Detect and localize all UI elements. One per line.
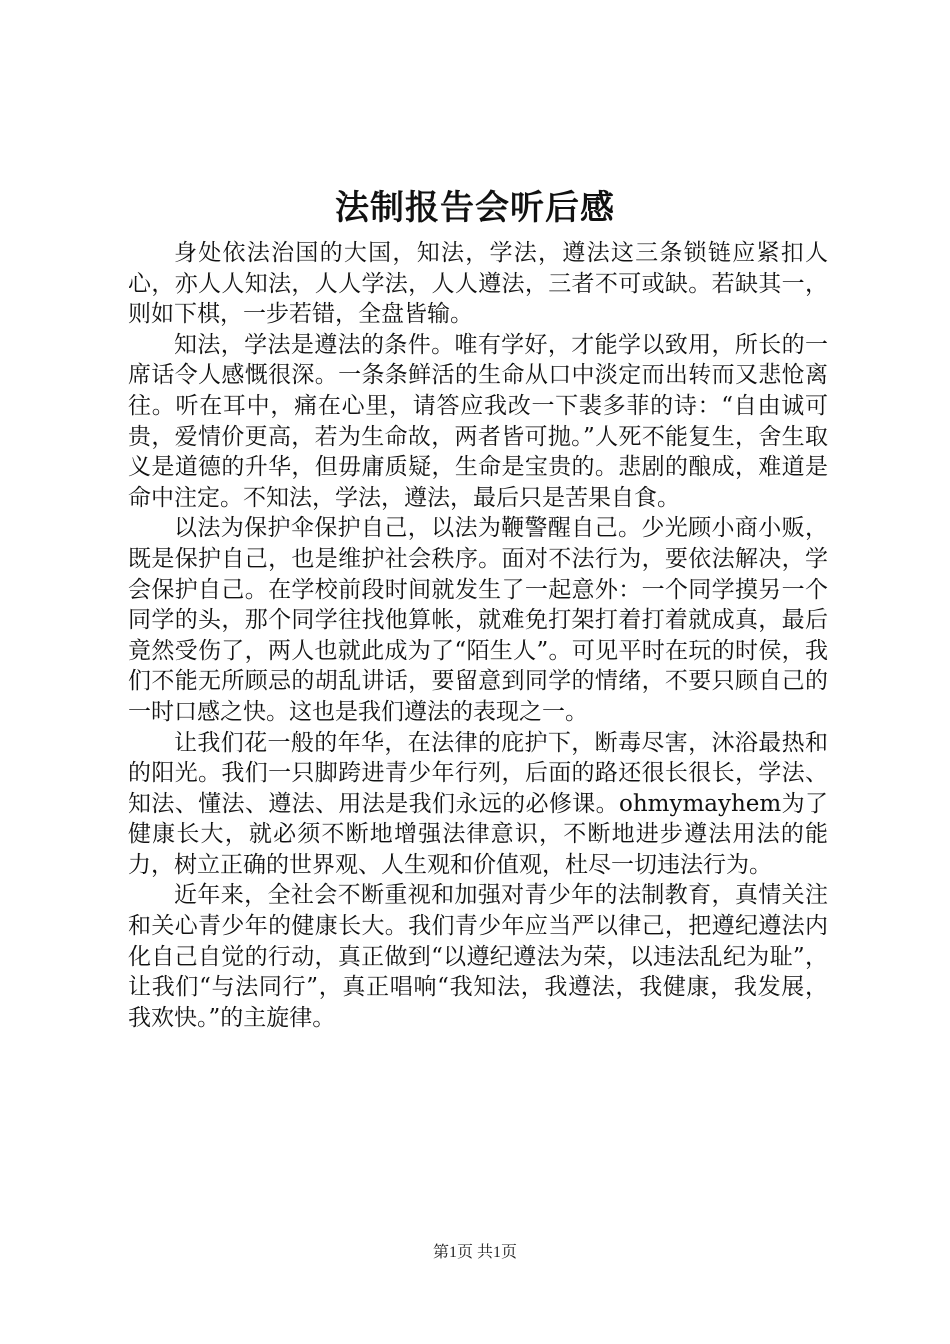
paragraph-1: 身处依法治国的大国，知法，学法，遵法这三条锁链应紧扣人心，亦人人知法，人人学法，人人遵法，三者不可或缺。若缺其一，则如下棋，一步若错，全盘皆输。 — [128, 240, 828, 328]
document-body — [128, 238, 828, 1033]
paragraph-3: 以法为保护伞保护自己，以法为鞭警醒自己。少光顾小商小贩，既是保护自己，也是维护社会秩序。面对不法行为，要依法解决，学会保护自己。在学校前段时间就发生了一起意外：一个同学摸另一个同学的头，那个同学往找他算帐，就难免打架打着打着就成真，最后竟然受伤了，两人也就此成为了“陌生人”。可见平时在玩的时侯，我们不能无所顾忌的胡乱讲话，要留意到同学的情绪，不要只顾自己的一时口感之快。这也是我们遵法的表现之一。 — [128, 515, 828, 725]
paragraph-5: 近年来，全社会不断重视和加强对青少年的法制教育，真情关注和关心青少年的健康长大。我们青少年应当严以律己，把遵纪遵法内化自己自觉的行动，真正做到“以遵纪遵法为荣，以违法乱纪为耻”，让我们“与法同行”，真正唱响“我知法，我遵法，我健康，我发展，我欢快。”的主旋律。 — [128, 882, 828, 1031]
paragraph-2: 知法，学法是遵法的条件。唯有学好，才能学以致用，所长的一席话令人感慨很深。一条条鲜活的生命从口中淡定而出转而又悲怆离往。听在耳中，痛在心里，请答应我改一下裴多菲的诗：“自由诚可贵，爱情价更高，若为生命故，两者皆可抛。”人死不能复生，舍生取义是道德的升华，但毋庸质疑，生命是宝贵的。悲剧的酿成，难道是命中注定。不知法，学法，遵法，最后只是苦果自食。 — [128, 331, 828, 511]
document-title: 法制报告会听后感 — [335, 188, 615, 228]
paragraph-4: 让我们花一般的年华，在法律的庇护下，断毒尽害，沐浴最热和的阳光。我们一只脚跨进青少年行列，后面的路还很长很长，学法、知法、懂法、遵法、用法是我们永远的必修课。ohmymayhem为了健康长大，就必须不断地增强法律意识，不断地进步遵法用法的能力，树立正确的世界观、人生观和价值观，杜尽一切违法行为。 — [128, 729, 828, 878]
page-footer: 第1页 共1页 — [432, 1244, 517, 1261]
